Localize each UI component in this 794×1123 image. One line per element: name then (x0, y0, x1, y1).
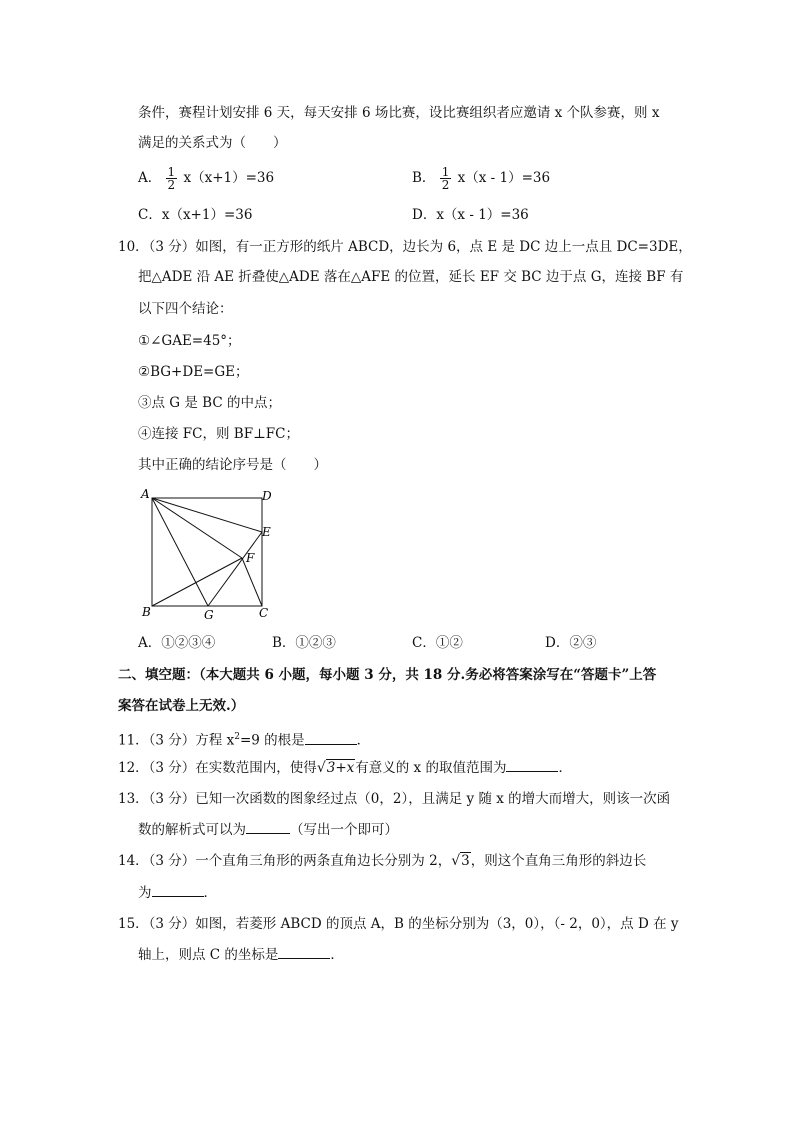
q14-line1 (118, 852, 646, 870)
q11-end: ． (356, 732, 371, 749)
q9-option-a-text: x（x+1）=36 (183, 170, 275, 186)
square-fold-figure (138, 486, 278, 622)
radical-sign-icon: √ (451, 853, 461, 869)
q13-line2-prefix: 数的解析式可以为 (138, 822, 246, 838)
q10-conclusion-4: ④连接 FC，则 BF⊥FC； (138, 426, 299, 442)
q9-option-c: C．x（x+1）=36 (138, 207, 253, 223)
q14-radicand: 3 (461, 853, 470, 869)
q10-conclusion-1: ①∠GAE=45°； (138, 333, 241, 349)
q14-end: ． (203, 885, 217, 901)
q9-stem-line2: 满足的关系式为（ ） (138, 135, 287, 151)
segment-ag (152, 498, 208, 606)
q11-answer-blank[interactable] (305, 732, 357, 745)
section-2-heading-line1: 二、填空题：（本大题共 6 小题，每小题 3 分，共 18 分.务必将答案涂写在“答题卡”上答 (118, 667, 657, 683)
fraction-numerator: 1 (167, 165, 176, 179)
q9-option-b-fraction (440, 166, 452, 191)
q14-sqrt (451, 852, 471, 870)
q15-line2-prefix: 轴上，则点 C 的坐标是 (138, 947, 279, 963)
label-a: A (141, 487, 150, 501)
q14-line2-prefix: 为 (138, 885, 152, 901)
q14-line1-prefix: 14．（3 分）一个直角三角形的两条直角边长分别为 2， (118, 853, 452, 869)
q15-answer-blank[interactable] (278, 946, 330, 959)
label-f: F (246, 551, 255, 565)
segment-eg (208, 532, 262, 606)
q9-option-b-text: x（x - 1）=36 (457, 170, 551, 186)
q9-option-a (138, 166, 274, 191)
segment-bf (152, 558, 242, 606)
q11-prefix: 11．（3 分）方程 x (118, 732, 235, 749)
q10-option-b: B．①②③ (272, 635, 336, 651)
q9-option-a-label: A． (138, 170, 162, 186)
q9-option-b-label: B． (412, 170, 436, 186)
q10-conclusion-2: ②BG+DE=GE； (138, 364, 249, 380)
q14-line2 (138, 884, 217, 902)
q9-option-d: D．x（x - 1）=36 (412, 207, 529, 223)
q12-end: ． (558, 760, 572, 776)
q12-prefix: 12．（3 分）在实数范围内，使得 (118, 760, 317, 776)
q10-ask: 其中正确的结论序号是（ ） (138, 457, 327, 473)
q12-answer-blank[interactable] (506, 759, 558, 772)
q10-stem-line2: 把△ADE 沿 AE 折叠使△ADE 落在△AFE 的位置，延长 EF 交 BC 边于点 G，连接 BF 有 (138, 269, 684, 285)
q12-suffix: 有意义的 x 的取值范围为 (355, 760, 507, 776)
q11-suffix: =9 的根是 (239, 732, 305, 749)
section-2-heading-line2: 案答在试卷上无效.） (118, 698, 245, 714)
q9-option-a-fraction (166, 166, 178, 191)
segment-af (152, 498, 242, 558)
label-d: D (262, 489, 272, 503)
q14-line1-suffix: ，则这个直角三角形的斜边长 (470, 853, 647, 869)
segment-ae (152, 498, 262, 532)
segment-fc (242, 558, 262, 606)
q10-option-a: A．①②③④ (138, 635, 216, 651)
q10-stem-line1: 10．（3 分）如图，有一正方形的纸片 ABCD，边长为 6，点 E 是 DC 边上一点且 DC=3DE， (118, 239, 692, 255)
q12 (118, 759, 572, 777)
q15-end: ． (330, 947, 344, 963)
fraction-denominator: 2 (167, 178, 176, 192)
q10-option-d: D．②③ (545, 635, 597, 651)
fraction-denominator: 2 (441, 178, 450, 192)
q10-conclusion-3: ③点 G 是 BC 的中点； (138, 395, 281, 411)
q11-exponent: 2 (234, 732, 240, 742)
radical-sign-icon: √ (316, 760, 326, 776)
q13-line2-suffix: （写出一个即可） (290, 822, 398, 838)
q9-stem-line1: 条件，赛程计划安排 6 天，每天安排 6 场比赛，设比赛组织者应邀请 x 个队参赛，则 x (138, 105, 660, 121)
label-e: E (262, 525, 271, 539)
q10-option-c: C．①② (412, 635, 463, 651)
q15-line2 (138, 946, 344, 964)
q9-option-b (412, 166, 550, 191)
label-c: C (259, 606, 269, 620)
label-g: G (204, 608, 214, 622)
q14-answer-blank[interactable] (152, 884, 204, 897)
label-b: B (142, 605, 151, 619)
q12-sqrt (317, 759, 355, 777)
q10-stem-line3: 以下四个结论： (138, 301, 233, 317)
q15-line1: 15．（3 分）如图，若菱形 ABCD 的顶点 A，B 的坐标分别为（3，0），（- 2，0），点 D 在 y (118, 916, 679, 932)
q13-line1: 13．（3 分）已知一次函数的图象经过点（0，2），且满足 y 随 x 的增大而增大，则该一次函 (118, 791, 671, 807)
fraction-numerator: 1 (441, 165, 450, 179)
q13-line2 (138, 821, 398, 839)
q12-radicand: 3+x (326, 760, 355, 776)
q11 (118, 728, 370, 750)
q13-answer-blank[interactable] (246, 821, 290, 834)
